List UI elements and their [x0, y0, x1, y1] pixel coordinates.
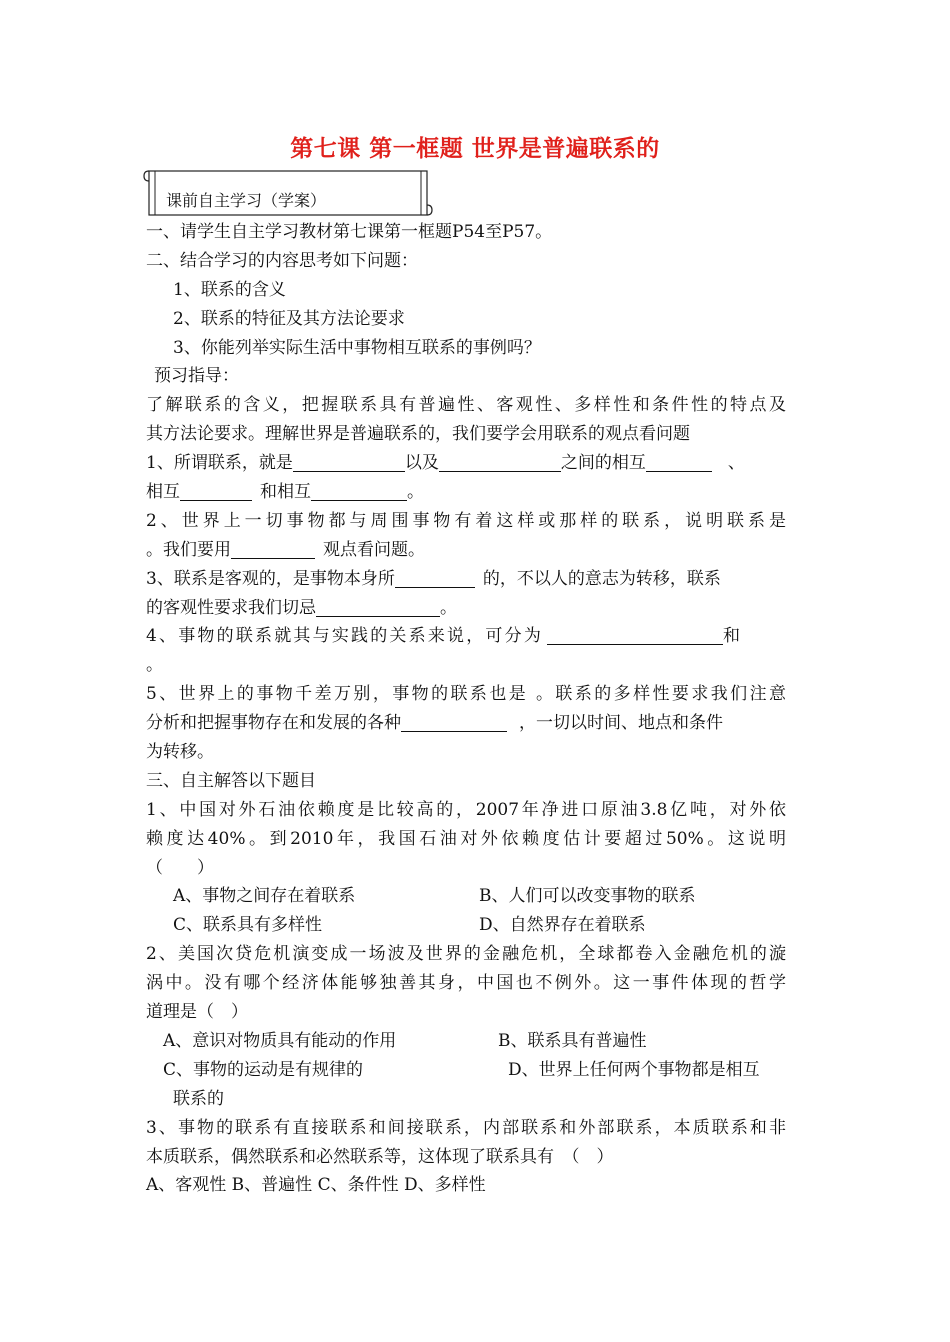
fill-1-text-b: 以及	[404, 453, 439, 474]
fill-3-line-2	[146, 594, 786, 623]
option-c[interactable]: C、事物的运动是有规律的	[163, 1059, 364, 1080]
blank-field[interactable]	[316, 596, 440, 617]
fill-3-text-d: 。	[440, 597, 457, 618]
option-a[interactable]: A、事物之间存在着联系	[173, 886, 356, 907]
mc-1-line-2: 赖度达40%。到2010年，我国石油对外依赖度估计要超过50%。这说明	[146, 828, 786, 849]
fill-4-text-a: 4、事物的联系就其与实践的关系来说，可分为	[146, 626, 544, 647]
option-b[interactable]: B、人们可以改变事物的联系	[479, 886, 696, 907]
mc-2-line-1: 2、美国次贷危机演变成一场波及世界的金融危机，全球都卷入金融危机的漩	[146, 944, 786, 965]
mc-3-options[interactable]: A、客观性 B、普遍性 C、条件性 D、多样性	[146, 1175, 486, 1196]
fill-2-line-2	[146, 536, 786, 565]
fill-2-text-c: 观点看问题。	[323, 539, 425, 560]
fill-3-text-c: 的客观性要求我们切忌	[146, 597, 316, 618]
question-2: 2、联系的特征及其方法论要求	[173, 308, 405, 329]
fill-5-line-1: 5、世界上的事物千差万别，事物的联系也是 。联系的多样性要求我们注意	[146, 684, 786, 705]
mc-3-line-2: 本质联系，偶然联系和必然联系等，这体现了联系具有 （ ）	[146, 1146, 614, 1167]
fill-3-text-b: 的，不以人的意志为转移，联系	[482, 568, 721, 589]
guide-text-1: 了解联系的含义，把握联系具有普遍性、客观性、多样性和条件性的特点及	[146, 395, 786, 416]
fill-1-text-e: 相互	[146, 482, 180, 503]
fill-5-text-c: ，一切以时间、地点和条件	[519, 713, 723, 734]
fill-1-text-g: 。	[407, 482, 424, 503]
fill-4-line-2: 。	[146, 655, 163, 676]
blank-field[interactable]	[293, 451, 405, 472]
blank-field[interactable]	[401, 711, 507, 732]
mc-1-options-row-2	[146, 911, 786, 940]
section-2: 二、结合学习的内容思考如下问题：	[146, 250, 418, 271]
option-a[interactable]: A、意识对物质具有能动的作用	[163, 1030, 397, 1051]
blank-field[interactable]	[439, 451, 561, 472]
fill-5-text-b: 分析和把握事物存在和发展的各种	[146, 713, 401, 734]
blank-field[interactable]	[646, 451, 712, 472]
option-d[interactable]: D、自然界存在着联系	[479, 915, 646, 936]
fill-3-text-a: 3、联系是客观的，是事物本身所	[146, 568, 395, 589]
mc-1-options-row-1	[146, 882, 786, 911]
page-title: 第七课 第一框题 世界是普遍联系的	[290, 135, 660, 162]
fill-1-text-c: 之间的相互	[560, 453, 646, 474]
fill-1-text-f: 和相互	[260, 482, 311, 503]
mc-2-options-row-1	[146, 1027, 786, 1056]
worksheet-body	[146, 218, 786, 1200]
section-3: 三、自主解答以下题目	[146, 770, 316, 791]
blank-field[interactable]	[180, 480, 252, 501]
mc-1-line-1: 1、中国对外石油依赖度是比较高的，2007年净进口原油3.8亿吨，对外依	[146, 799, 786, 820]
fill-3-line-1	[146, 565, 786, 594]
option-d[interactable]: D、世界上任何两个事物都是相互	[508, 1059, 760, 1080]
blank-field[interactable]	[311, 480, 407, 501]
blank-field[interactable]	[395, 567, 475, 588]
section-banner	[143, 168, 431, 216]
fill-4-text-b: 和	[723, 626, 741, 647]
fill-1-line-1	[146, 449, 786, 478]
mc-2-options-row-2	[146, 1056, 786, 1085]
mc-3-line-1: 3、事物的联系有直接联系和间接联系，内部联系和外部联系，本质联系和非	[146, 1117, 786, 1138]
option-b[interactable]: B、联系具有普遍性	[498, 1030, 647, 1051]
banner-label: 课前自主学习（学案）	[166, 191, 327, 210]
question-3: 3、你能列举实际生活中事物相互联系的事例吗？	[173, 337, 541, 358]
fill-5-line-3: 为转移。	[146, 742, 214, 763]
mc-1-answer-slot[interactable]: （ ）	[146, 857, 214, 878]
fill-1-line-2	[146, 478, 786, 507]
mc-2-line-2: 涡中。没有哪个经济体能够独善其身，中国也不例外。这一事件体现的哲学	[146, 973, 786, 994]
fill-1-text-a: 1、所谓联系，就是	[146, 453, 293, 474]
guide-text-2: 其方法论要求。理解世界是普遍联系的，我们要学会用联系的观点看问题	[146, 424, 690, 445]
blank-field[interactable]	[231, 538, 315, 559]
mc-2-option-d-cont: 联系的	[173, 1088, 224, 1109]
option-c[interactable]: C、联系具有多样性	[173, 915, 323, 936]
fill-5-line-2	[146, 709, 786, 738]
fill-2-line-1: 2、世界上一切事物都与周围事物有着这样或那样的联系，说明联系是	[146, 510, 786, 531]
blank-field[interactable]	[547, 624, 723, 645]
question-1: 1、联系的含义	[173, 279, 286, 300]
section-1: 一、请学生自主学习教材第七课第一框题P54至P57。	[146, 222, 553, 242]
fill-2-text-b: 。我们要用	[146, 539, 231, 560]
fill-1-text-d: 、	[727, 453, 745, 474]
guide-label: 预习指导：	[154, 366, 239, 387]
mc-2-line-3: 道理是（ ）	[146, 1002, 248, 1023]
fill-4-line-1	[146, 622, 786, 651]
